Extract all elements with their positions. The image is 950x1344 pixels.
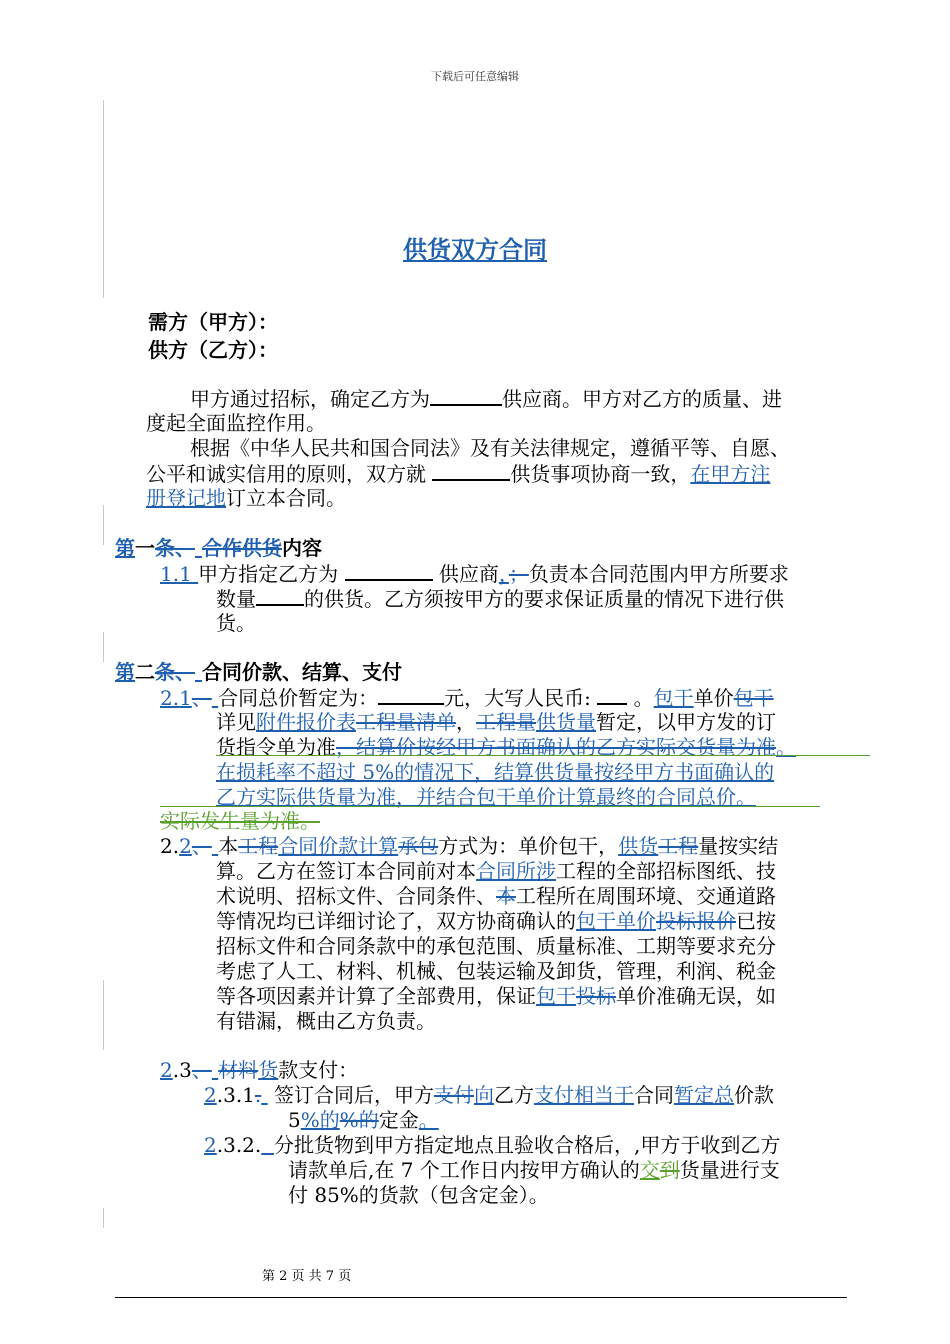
clause-line: 1.1 甲方指定乙方为 供应商，；负责本合同范围内甲方所要求 — [160, 562, 789, 586]
clause-line: 招标文件和合同条款中的承包范围、质量标准、工期等要求充分 — [216, 934, 776, 958]
article-heading: 第二条、 合同价款、结算、支付 — [115, 660, 402, 684]
clause-line: 付 85%的货款（包含定金）。 — [288, 1183, 549, 1207]
clause-line: 有错漏，概由乙方负责。 — [216, 1009, 436, 1033]
intro-line: 册登记地订立本合同。 — [146, 486, 346, 510]
header-note: 下载后可任意编辑 — [431, 70, 519, 83]
change-underline — [160, 806, 820, 807]
page-number: 第 2 页 共 7 页 — [262, 1269, 352, 1284]
clause-line: 请款单后,在 7 个工作日内按甲方确认的交到货量进行支 — [288, 1158, 780, 1182]
footer-divider — [115, 1297, 847, 1298]
buyer-label: 需方（甲方）： — [148, 310, 278, 334]
clause-line: 等各项因素并计算了全部费用，保证包干投标单价准确无误，如 — [216, 984, 776, 1008]
margin-bar — [103, 632, 104, 662]
clause-line: 数量 的供货。乙方须按甲方的要求保证质量的情况下进行供 — [216, 587, 784, 611]
clause-line: 2.1、 合同总价暂定为： 元，大写人民币: 。包干单价包干 — [160, 686, 774, 710]
clause-line: 考虑了人工、材料、机械、包装运输及卸货，管理，利润、税金 — [216, 959, 776, 983]
clause-line: 货指令单为准，结算价按经甲方书面确认的乙方实际交货量为准。 — [216, 735, 796, 759]
margin-bar — [103, 980, 104, 1050]
clause-line: 详见附件报价表工程量清单，工程量供货量暂定，以甲方发的订 — [216, 710, 776, 734]
margin-bar — [103, 505, 104, 545]
clause-line: 2.3.1. 签订合同后，甲方支付向乙方支付相当于合同暂定总价款 — [204, 1083, 774, 1107]
clause-line: 货。 — [216, 611, 256, 635]
clause-line: 2.2、 本工程合同价款计算承包方式为：单价包干，供货工程量按实结 — [160, 834, 779, 858]
clause-line: 在损耗率不超过 5%的情况下，结算供货量按经甲方书面确认的 — [216, 760, 775, 784]
clause-line: 算。乙方在签订本合同前对本合同所涉工程的全部招标图纸、技 — [216, 859, 776, 883]
intro-line: 度起全面监控作用。 — [146, 411, 326, 435]
clause-line: 5%的%的定金。 — [288, 1108, 439, 1132]
margin-bar — [103, 100, 104, 298]
intro-line: 甲方通过招标，确定乙方为 供应商。甲方对乙方的质量、进 — [190, 387, 782, 411]
intro-line: 根据《中华人民共和国合同法》及有关法律规定，遵循平等、自愿、 — [190, 436, 790, 460]
page-title: 供货双方合同 — [403, 235, 547, 264]
clause-line: 实际发生量为准。 — [160, 809, 320, 833]
clause-line: 术说明、招标文件、合同条件、本工程所在周围环境、交通道路 — [216, 884, 776, 908]
clause-line: 2.3.2. 分批货物到甲方指定地点且验收合格后，,甲方于收到乙方 — [204, 1133, 781, 1157]
change-underline — [216, 755, 870, 756]
clause-line: 乙方实际供货量为准，并结合包干单价计算最终的合同总价。 — [216, 785, 756, 809]
margin-bar — [103, 1208, 104, 1228]
article-heading: 第一条、 合作供货内容 — [115, 536, 322, 560]
clause-line: 2.3、 材料货款支付： — [160, 1058, 359, 1082]
intro-line: 公平和诚实信用的原则，双方就 供货事项协商一致，在甲方注 — [146, 462, 771, 486]
clause-line: 等情况均已详细讨论了，双方协商确认的包干单价投标报价已按 — [216, 909, 776, 933]
seller-label: 供方（乙方）： — [148, 338, 278, 362]
